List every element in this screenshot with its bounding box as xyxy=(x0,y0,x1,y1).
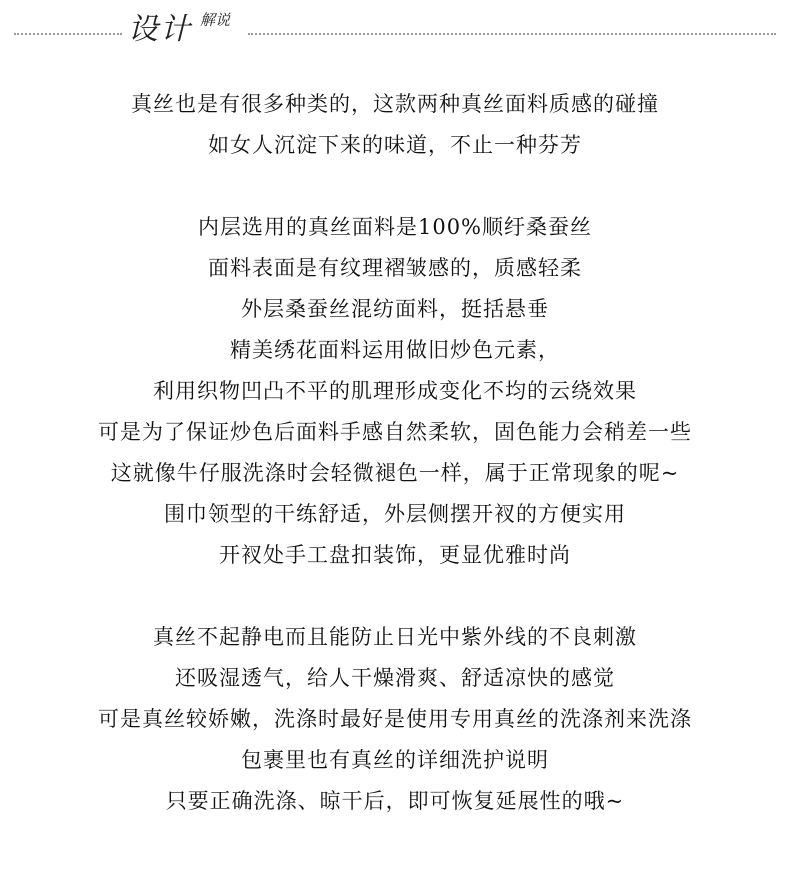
text-line: 还吸湿透气，给人干燥滑爽、舒适凉快的感觉 xyxy=(175,666,615,690)
text-line: 外层桑蚕丝混纺面料，挺括悬垂 xyxy=(241,297,549,321)
paragraph-intro xyxy=(0,84,790,166)
dotted-divider-left xyxy=(14,33,122,35)
text-line: 真丝也是有很多种类的，这款两种真丝面料质感的碰撞 xyxy=(131,92,659,116)
paragraph-care xyxy=(0,617,790,822)
text-line: 可是真丝较娇嫩，洗涤时最好是使用专用真丝的洗涤剂来洗涤 xyxy=(98,707,692,731)
text-line: 开衩处手工盘扣装饰，更显优雅时尚 xyxy=(219,543,571,567)
description-text xyxy=(0,84,790,822)
text-line: 只要正确洗涤、晾干后，即可恢复延展性的哦~ xyxy=(165,789,625,813)
text-line: 围巾领型的干练舒适，外层侧摆开衩的方便实用 xyxy=(164,502,626,526)
text-line: 这就像牛仔服洗涤时会轻微褪色一样，属于正常现象的呢~ xyxy=(110,461,680,485)
section-header xyxy=(0,0,790,60)
text-line: 利用织物凹凸不平的肌理形成变化不均的云绕效果 xyxy=(153,379,637,403)
text-line: 精美绣花面料运用做旧炒色元素， xyxy=(230,338,560,362)
dotted-divider-right xyxy=(248,33,776,35)
paragraph-fabric xyxy=(0,207,790,576)
paragraph-gap xyxy=(0,166,790,207)
text-line: 真丝不起静电而且能防止日光中紫外线的不良刺激 xyxy=(153,625,637,649)
text-line: 如女人沉淀下来的味道，不止一种芬芳 xyxy=(208,133,582,157)
section-title: 设计 xyxy=(128,12,192,47)
text-line: 内层选用的真丝面料是100%顺纡桑蚕丝 xyxy=(197,215,593,239)
section-subtitle: 解说 xyxy=(200,11,231,29)
text-line: 面料表面是有纹理褶皱感的，质感轻柔 xyxy=(208,256,582,280)
text-line: 包裹里也有真丝的详细洗护说明 xyxy=(241,748,549,772)
paragraph-gap xyxy=(0,576,790,617)
text-line: 可是为了保证炒色后面料手感自然柔软，固色能力会稍差一些 xyxy=(98,420,692,444)
